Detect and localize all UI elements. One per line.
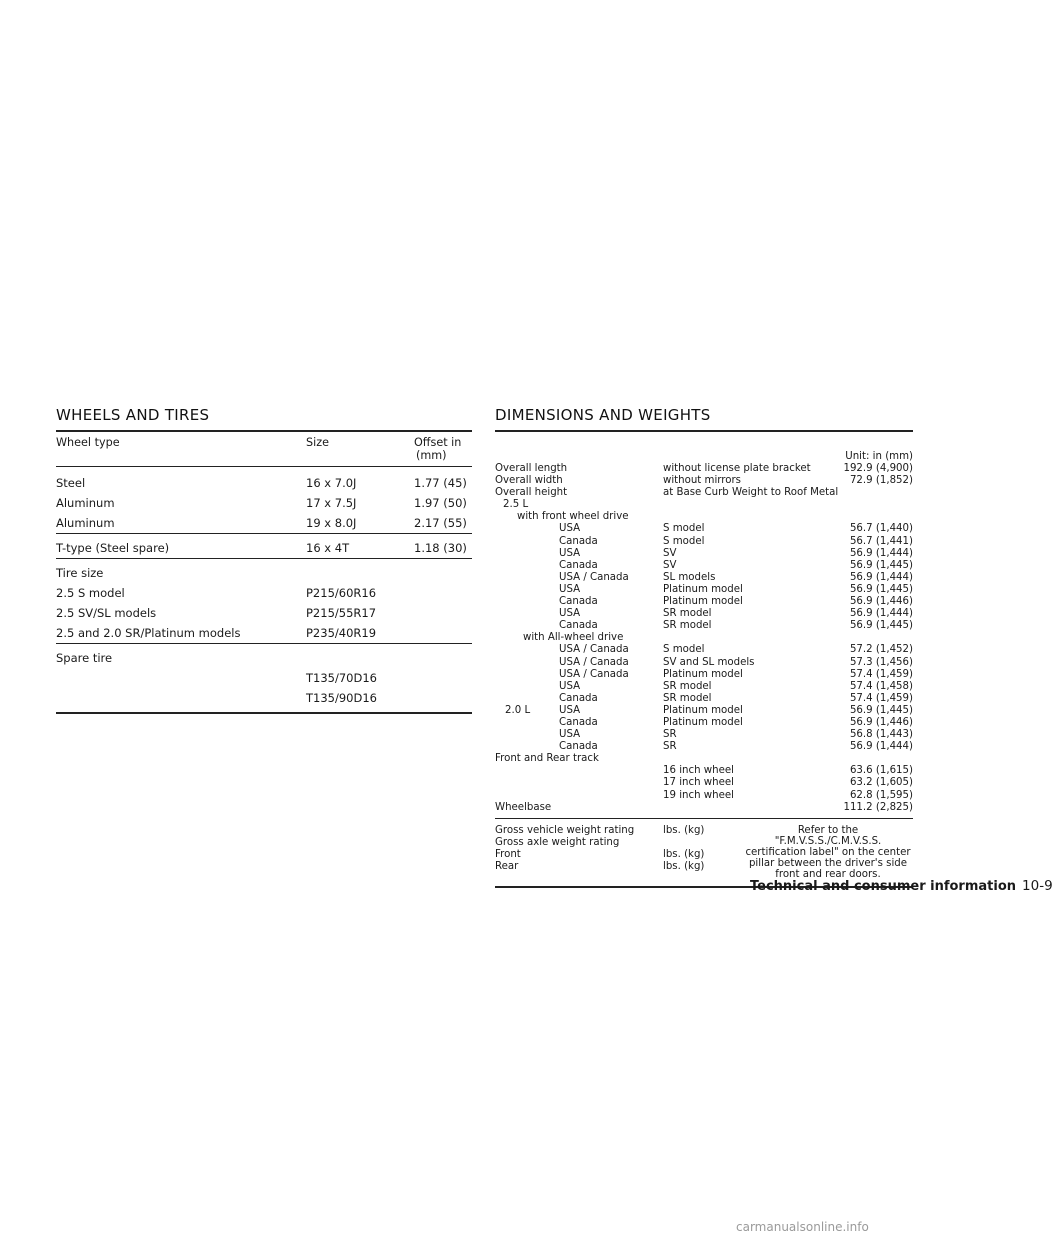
dimension-condition: without license plate bracket [663,463,811,474]
spare-tire-label-text: Spare tire [56,651,113,665]
dimension-value: 57.2 (1,452) [849,644,913,656]
wheel-size-cell: 17 x 7.5J [306,496,357,510]
dimension-value: 56.9 (1,445) [849,559,913,571]
dimension-row [495,729,913,741]
dimension-value: 62.8 (1,595) [849,789,913,801]
dimension-label: Canada [559,559,598,571]
dimension-label: Overall width [495,475,563,487]
dimension-value: 111.2 (2,825) [843,801,913,813]
header-size: Size [306,436,329,449]
dimension-row [495,572,913,584]
weight-label: Gross axle weight rating [495,836,620,848]
tire-rows [56,563,472,643]
weight-unit: lbs. (kg) [663,848,705,860]
wheel-type-cell: Steel [56,476,86,490]
tire-size-label-text: Tire size [56,566,104,580]
dimension-label: with front wheel drive [517,511,629,523]
dimension-row [495,536,913,548]
dimensions-title: DIMENSIONS AND WEIGHTS [495,406,711,424]
tire-model-cell: 2.5 and 2.0 SR/Platinum models [56,626,241,640]
dimension-row [495,475,913,487]
dimension-condition: without mirrors [663,475,741,487]
dimension-value: 56.9 (1,445) [849,620,913,632]
tire-size-cell: P215/55R17 [306,606,377,620]
spare-tire-label [56,648,472,668]
dimension-value: 56.9 (1,444) [849,547,913,559]
spare-rows [56,648,472,708]
dimension-row [495,693,913,705]
dimension-value: 192.9 (4,900) [843,463,913,474]
watermark: carmanualsonline.info [736,1220,869,1234]
dimension-value: 56.9 (1,444) [849,571,913,583]
wheel-type-cell: Aluminum [56,496,115,510]
dimension-row [495,681,913,693]
dimension-value: 63.2 (1,605) [849,777,913,789]
dimension-label: Canada [559,596,598,608]
weight-ratings [495,822,913,880]
dimension-value: 57.4 (1,458) [849,680,913,692]
dimension-value: 56.7 (1,441) [849,535,913,547]
dimension-row [495,717,913,729]
wheels-header-row [56,432,472,466]
dimension-row [495,705,913,717]
table-row [56,583,472,603]
dimension-condition: S model [663,644,705,656]
dimension-row [495,487,913,499]
dimension-row [495,523,913,535]
dimension-label: USA [559,523,581,535]
dimension-row [495,632,913,644]
dimension-value: 72.9 (1,852) [849,475,913,487]
wheel-size-cell: 16 x 7.0J [306,476,357,490]
table-row [56,473,472,493]
dimension-condition: at Base Curb Weight to Roof Metal [663,487,839,499]
dimension-label: USA / Canada [559,668,629,680]
wheel-type-cell: T-type (Steel spare) [56,541,170,555]
dimension-row [495,753,913,765]
dimension-row [495,741,913,753]
table-row [56,603,472,623]
dimension-value: 63.6 (1,615) [849,765,913,777]
dimension-label: Wheelbase [495,801,552,813]
weight-unit: lbs. (kg) [663,824,705,836]
dimension-value: 56.9 (1,445) [849,704,913,716]
dimension-condition: Platinum model [663,716,743,728]
dimension-sublabel: USA [559,704,581,716]
dimension-condition: Platinum model [663,704,743,716]
wheel-size-cell: 19 x 8.0J [306,516,357,530]
dimension-value: 56.9 (1,445) [849,583,913,595]
dimension-value: 56.7 (1,440) [849,523,913,535]
dimension-value: 57.4 (1,459) [849,692,913,704]
dimension-label: Canada [559,716,598,728]
dimension-label: with All-wheel drive [523,632,624,644]
dimension-row [495,790,913,802]
tire-size-cell: P235/40R19 [306,626,377,640]
weight-label: Rear [495,861,519,872]
header-offset: Offset in (mm) [414,436,462,462]
dimension-value: 57.4 (1,459) [849,668,913,680]
wheel-offset-cell: 2.17 (55) [414,516,467,530]
table-row [56,493,472,513]
footer-title: Technical and consumer information [750,879,1017,894]
dimension-condition: Platinum model [663,583,743,595]
dimension-condition: SR [663,741,677,753]
dimension-label: USA [559,583,581,595]
table-row [56,513,472,533]
dimension-row [495,777,913,789]
spare-size-cell: T135/70D16 [306,671,377,685]
dimension-row [495,511,913,523]
dimension-label: Canada [559,535,598,547]
wheel-rows [56,473,472,558]
dimension-label: Overall height [495,487,568,499]
dimension-row [495,644,913,656]
header-wheel-type: Wheel type [56,436,120,449]
dimension-row [495,499,913,511]
dimension-label: Front and Rear track [495,753,599,765]
dimension-condition: SV [663,547,677,559]
wheel-type-cell: Aluminum [56,516,115,530]
dimension-condition: Platinum model [663,668,743,680]
dimension-value: 56.8 (1,443) [849,729,913,741]
tire-model-cell: 2.5 S model [56,586,125,600]
wheel-offset-cell: 1.77 (45) [414,476,467,490]
weight-label: Front [495,848,521,860]
dimension-condition: S model [663,523,705,535]
dimension-label: USA [559,680,581,692]
dimension-row [495,765,913,777]
tire-size-cell: P215/60R16 [306,586,377,600]
dimension-label: USA / Canada [559,571,629,583]
dimension-condition: SR model [663,692,712,704]
dimension-row [495,463,913,475]
dimension-label: USA / Canada [559,644,629,656]
wheel-size-cell: 16 x 4T [306,541,350,555]
wheels-title: WHEELS AND TIRES [56,406,210,424]
tire-model-cell: 2.5 SV/SL models [56,606,157,620]
dimension-condition: 19 inch wheel [663,789,734,801]
dimension-condition: SR [663,729,677,741]
unit-label: Unit: in (mm) [845,451,913,462]
wheel-offset-cell: 1.18 (30) [414,541,467,555]
wheel-offset-cell: 1.97 (50) [414,496,467,510]
dimension-value: 56.9 (1,446) [849,596,913,608]
dimension-condition: 17 inch wheel [663,777,734,789]
dimension-condition: S model [663,535,705,547]
dimension-condition: Platinum model [663,596,743,608]
dimension-row [495,596,913,608]
dimension-label: USA [559,729,581,741]
dimension-row [495,548,913,560]
dimension-row [495,584,913,596]
dimension-row [495,620,913,632]
table-row [56,538,472,558]
dimension-row [495,802,913,814]
weight-unit [663,837,743,849]
dimension-condition: SR model [663,620,712,632]
dimension-label: Overall length [495,463,568,474]
dimension-value: 57.3 (1,456) [849,656,913,668]
dimension-label: USA [559,608,581,620]
dimension-condition: SR model [663,680,712,692]
dimension-label: 2.5 L [503,499,529,511]
dimension-row [495,608,913,620]
dimension-row [495,560,913,572]
dimensions-table [495,430,913,888]
dimension-label: Canada [559,620,598,632]
table-row [56,688,472,708]
table-row [56,668,472,688]
dimension-label: Canada [559,692,598,704]
tire-size-label [56,563,472,583]
dimension-label: 2.0 L [505,704,531,716]
dimension-condition: SV and SL models [663,656,755,668]
weight-note: Refer to the "F.M.V.S.S./C.M.V.S.S. certification label" on the center pillar between the driver's side front and rear doors. [745,824,911,880]
weight-unit: lbs. (kg) [663,861,705,872]
page-number: 10-9 [1022,878,1053,894]
dimension-value: 56.9 (1,444) [849,741,913,753]
dimension-label: USA [559,547,581,559]
dimension-condition: 16 inch wheel [663,765,734,777]
table-row [56,623,472,643]
dimension-label: Canada [559,741,598,753]
dimension-row [495,669,913,681]
dimension-condition: SR model [663,608,712,620]
page-footer [750,878,1053,894]
dimension-condition: SL models [663,571,716,583]
dimension-row [495,657,913,669]
wheels-table [56,430,472,714]
weight-label: Gross vehicle weight rating [495,824,635,836]
dimension-label: USA / Canada [559,656,629,668]
dimension-value: 56.9 (1,444) [849,608,913,620]
dimension-rows [495,463,913,814]
dimension-value: 56.9 (1,446) [849,716,913,728]
dimension-condition: SV [663,559,677,571]
spare-size-cell: T135/90D16 [306,691,377,705]
